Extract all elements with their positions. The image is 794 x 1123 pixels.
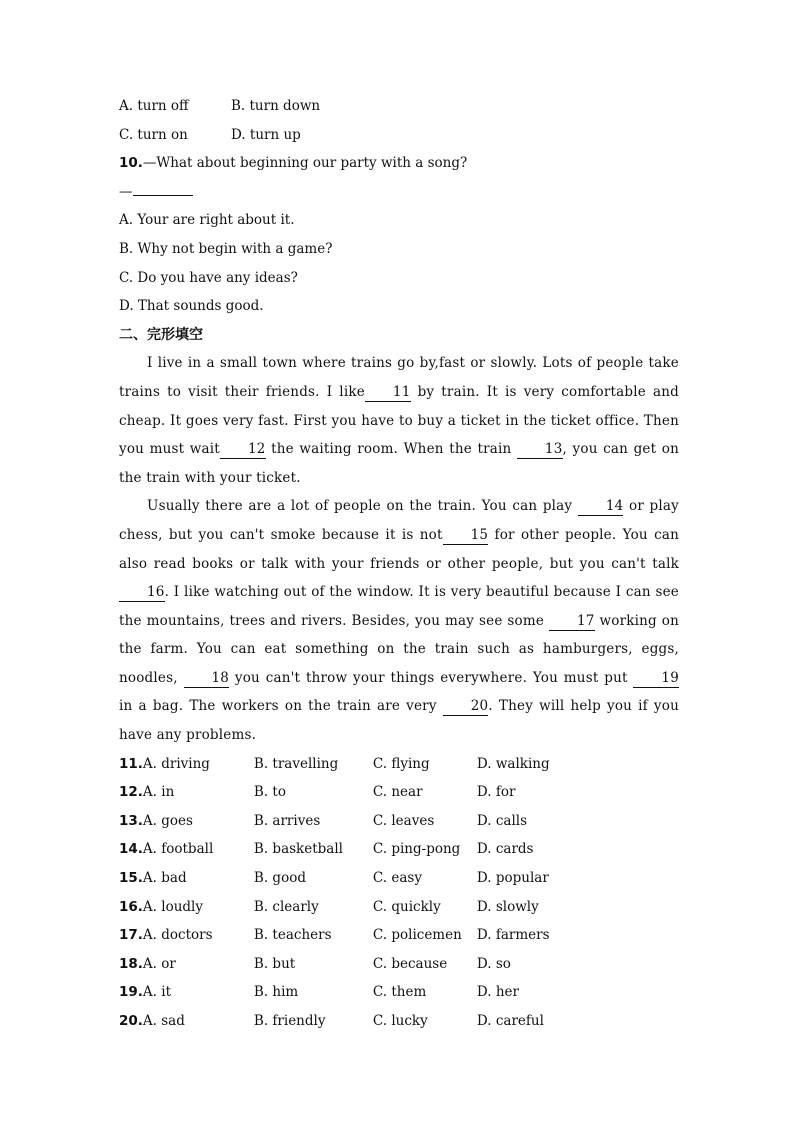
option-c: C. near bbox=[372, 784, 423, 801]
option-d: D. walking bbox=[476, 755, 550, 772]
passage-text: I live in a small town where trains go by,fast or slowly. Lots of people take trains to visit their friends. I like bbox=[119, 355, 679, 400]
section-heading: 二、完形填空 bbox=[119, 326, 203, 343]
option-b: B. him bbox=[253, 984, 299, 1001]
option-b: B. but bbox=[253, 955, 296, 972]
passage-text: the waiting room. When the train bbox=[265, 441, 517, 458]
option-b: B. basketball bbox=[253, 841, 343, 858]
passage-text: Usually there are a lot of people on the train. You can play bbox=[147, 498, 578, 515]
option-a: A. doctors bbox=[142, 927, 213, 944]
passage-text: . I like watching out of the window. It is very beautiful because I can see the mountains, trees and rivers. Besides, you may see some bbox=[119, 584, 679, 629]
option-c: C. quickly bbox=[372, 898, 441, 915]
question-row bbox=[119, 750, 679, 779]
question-number: 20. bbox=[119, 1013, 143, 1029]
question-number: 14. bbox=[119, 841, 143, 858]
option-a: A. sad bbox=[142, 1013, 185, 1029]
blank-17[interactable]: 17 bbox=[549, 612, 595, 631]
option-b: B. arrives bbox=[253, 812, 321, 829]
option-c: C. flying bbox=[372, 755, 430, 772]
q10-option-a: A. Your are right about it. bbox=[119, 212, 295, 229]
question-text: —What about beginning our party with a song? bbox=[142, 155, 468, 172]
option-c: C. turn on bbox=[119, 126, 188, 143]
option-c: C. easy bbox=[372, 870, 422, 887]
question-row bbox=[119, 950, 679, 979]
blank-15[interactable]: 15 bbox=[443, 526, 489, 545]
question-number: 16. bbox=[119, 898, 143, 915]
option-a: A. turn off bbox=[119, 98, 189, 114]
passage-text: for other people. You can also read books or talk with your friends or other people, but you can't talk bbox=[119, 526, 679, 572]
question-row bbox=[119, 921, 679, 950]
question-number: 10. bbox=[119, 155, 143, 172]
question-row bbox=[119, 807, 679, 836]
option-a: A. driving bbox=[142, 755, 210, 772]
option-d: D. cards bbox=[476, 841, 534, 858]
option-b: B. friendly bbox=[253, 1013, 326, 1029]
option-c: C. because bbox=[372, 955, 448, 972]
question-row bbox=[119, 778, 679, 807]
answer-blank[interactable] bbox=[133, 181, 193, 196]
blank-14[interactable]: 14 bbox=[578, 497, 624, 516]
question-number: 11. bbox=[119, 755, 143, 772]
dash: — bbox=[119, 183, 133, 200]
q9-options-row-2 bbox=[119, 121, 679, 150]
passage-text: . They will help you if you have any problems. bbox=[119, 698, 679, 744]
blank-18[interactable]: 18 bbox=[184, 669, 230, 688]
question-number: 13. bbox=[119, 812, 143, 829]
option-a: A. in bbox=[142, 784, 175, 801]
option-d: D. popular bbox=[476, 870, 549, 887]
passage-text: working on the farm. You can eat something on the train such as hamburgers, eggs, noodles, bbox=[119, 612, 679, 686]
option-b: B. good bbox=[253, 870, 306, 887]
blank-20[interactable]: 20 bbox=[443, 697, 489, 716]
option-b: B. travelling bbox=[253, 755, 339, 772]
exam-page bbox=[119, 92, 679, 1036]
q10-option-d: D. That sounds good. bbox=[119, 298, 264, 315]
passage-text: you can't throw your things everywhere. You must put bbox=[229, 669, 634, 686]
blank-16[interactable]: 16 bbox=[119, 583, 165, 602]
question-number: 19. bbox=[119, 984, 143, 1001]
q10-option-b: B. Why not begin with a game? bbox=[119, 240, 333, 257]
option-d: D. slowly bbox=[476, 898, 539, 915]
blank-12[interactable]: 12 bbox=[220, 440, 266, 459]
option-a: A. goes bbox=[142, 812, 193, 829]
option-b: B. to bbox=[253, 784, 286, 801]
question-number: 15. bbox=[119, 870, 143, 887]
option-c: C. lucky bbox=[372, 1013, 428, 1029]
option-c: C. policemen bbox=[372, 927, 462, 944]
option-d: D. turn up bbox=[231, 126, 301, 143]
option-a: A. bad bbox=[142, 870, 187, 887]
question-number: 18. bbox=[119, 955, 143, 972]
q9-options-row-1 bbox=[119, 92, 679, 121]
question-row bbox=[119, 978, 679, 1007]
option-a: A. it bbox=[142, 984, 171, 1001]
passage-text: by train. It is very comfortable and cheap. It goes very fast. First you have to buy a ticket in the ticket office. Then you must wait bbox=[119, 383, 679, 458]
question-row bbox=[119, 1007, 679, 1036]
question-row bbox=[119, 864, 679, 893]
q10-option-c: C. Do you have any ideas? bbox=[119, 269, 298, 286]
option-d: D. for bbox=[476, 784, 516, 801]
paragraph-1 bbox=[119, 349, 679, 492]
cloze-passage bbox=[119, 349, 679, 749]
option-d: D. farmers bbox=[476, 927, 550, 944]
option-b: B. teachers bbox=[253, 927, 332, 944]
blank-19[interactable]: 19 bbox=[633, 669, 679, 688]
option-c: C. them bbox=[372, 984, 427, 1001]
option-b: B. clearly bbox=[253, 898, 319, 915]
option-d: D. calls bbox=[476, 812, 528, 829]
question-number: 17. bbox=[119, 927, 143, 944]
passage-text: , you can get on the train with your ticket. bbox=[119, 441, 679, 486]
option-c: C. ping-pong bbox=[372, 841, 461, 858]
option-a: A. loudly bbox=[142, 898, 203, 915]
paragraph-2 bbox=[119, 492, 679, 749]
blank-13[interactable]: 13 bbox=[517, 440, 563, 459]
q10-question bbox=[119, 149, 679, 178]
option-d: D. so bbox=[476, 955, 511, 972]
option-a: A. or bbox=[142, 955, 176, 972]
option-d: D. careful bbox=[476, 1013, 544, 1029]
q10-answer-line bbox=[119, 178, 679, 207]
option-d: D. her bbox=[476, 984, 519, 1001]
question-row bbox=[119, 835, 679, 864]
blank-11[interactable]: 11 bbox=[365, 383, 411, 402]
passage-text: or play chess, but you can't smoke because it is not bbox=[119, 498, 679, 543]
option-a: A. football bbox=[142, 841, 214, 858]
question-number: 12. bbox=[119, 784, 143, 801]
option-c: C. leaves bbox=[372, 812, 435, 829]
passage-text: in a bag. The workers on the train are very bbox=[119, 698, 443, 715]
question-row bbox=[119, 893, 679, 922]
question-list bbox=[119, 750, 679, 1036]
option-b: B. turn down bbox=[231, 98, 321, 114]
